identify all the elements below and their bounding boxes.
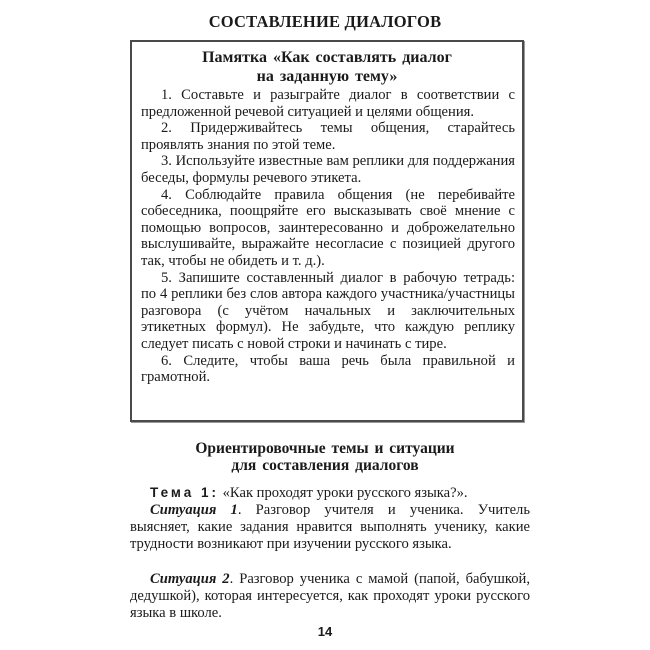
situation-2-label: Ситуация 2: [150, 571, 230, 587]
memo-item-2: 2. Придерживайтесь темы общения, старайтесь проявлять знания по этой теме.: [141, 120, 515, 153]
situation-1-text: . Разговор учителя и ученика. Учитель выясняет, какие задания нравится выполнять ученику, какие трудности возникают при изучении русского языка.: [130, 502, 530, 552]
situation-2-text: . Разговор ученика с мамой (папой, бабушкой, дедушкой), которая интересуется, как проходят уроки русского языка в школе.: [130, 571, 530, 621]
situation-1-label: Ситуация 1: [150, 502, 238, 518]
memo-box: [130, 40, 524, 422]
section-title: [0, 440, 650, 474]
memo-item-4: 4. Соблюдайте правила общения (не перебивайте собеседника, поощряйте его высказывать своё мнение с помощью вопросов, заинтересованно и доброжелательно выслушивайте, выражайте несогласие с позицией другого так, чтобы не обидеть и т. д.).: [141, 186, 515, 269]
topic-label: Тема 1:: [150, 485, 219, 500]
page-title: СОСТАВЛЕНИЕ ДИАЛОГОВ: [208, 12, 442, 31]
situation-2: [130, 571, 530, 622]
memo-item-6: 6. Следите, чтобы ваша речь была правильной и грамотной.: [141, 352, 515, 386]
memo-title-line-2: на заданную тему»: [256, 68, 398, 85]
topic-text: «Как проходят уроки русского языка?».: [218, 485, 468, 501]
section-title-line-1: Ориентировочные темы и ситуации: [195, 440, 455, 457]
memo-item-1: 1. Составьте и разыграйте диалог в соответствии с предложенной речевой ситуацией и целями общения.: [141, 87, 515, 120]
page-number: 14: [317, 624, 333, 639]
memo-list: [141, 87, 515, 386]
memo-title: [132, 48, 522, 86]
topic-1: [130, 484, 530, 502]
memo-item-5: 5. Запишите составленный диалог в рабочую тетрадь: по 4 реплики без слов автора каждого участника/участницы разговора (с учётом начальных и заключительных этикетных формул). Не забудьте, что каждую реплику следует писать с новой строки и начинать с тире.: [141, 269, 515, 352]
memo-title-line-1: Памятка «Как составлять диалог: [202, 49, 452, 66]
section-title-line-2: для составления диалогов: [231, 457, 419, 474]
memo-item-3: 3. Используйте известные вам реплики для поддержания беседы, формулы речевого этикета.: [141, 153, 515, 186]
situation-1: [130, 502, 530, 553]
